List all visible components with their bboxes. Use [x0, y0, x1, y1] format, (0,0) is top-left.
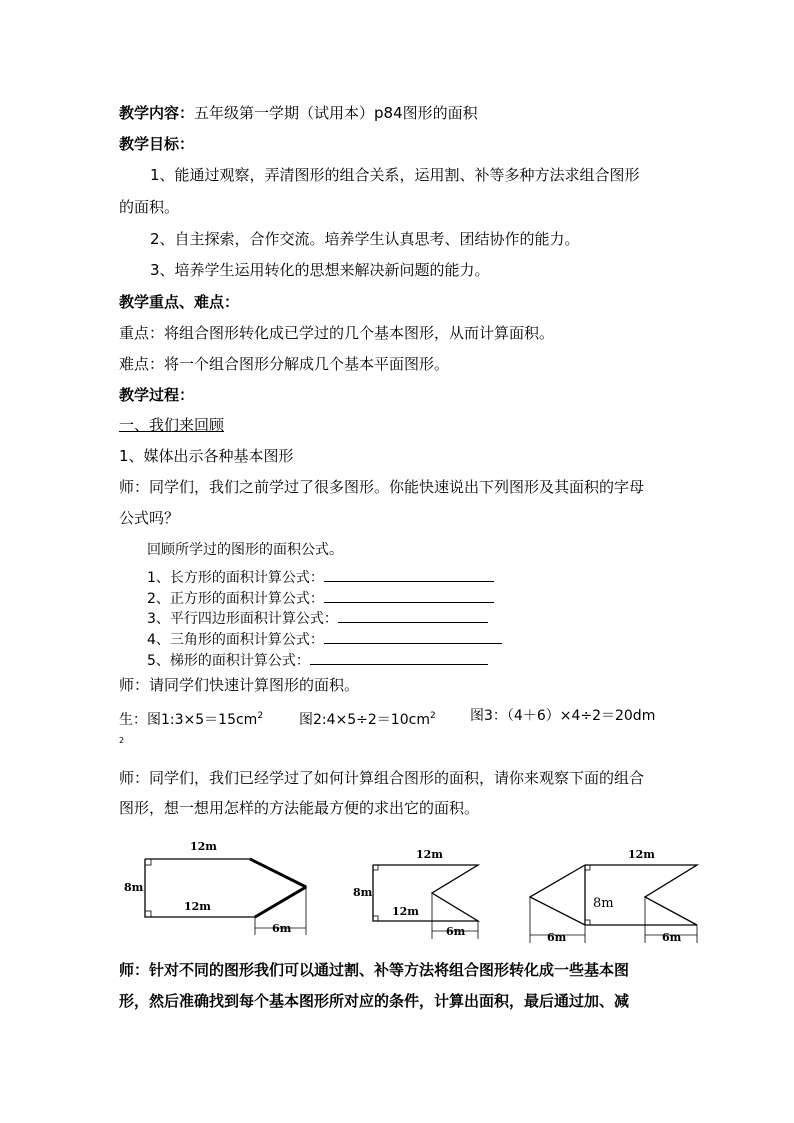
- fig2-top-label: 12m: [416, 848, 443, 861]
- formula-4-label: 4、三角形的面积计算公式：: [147, 632, 324, 648]
- fig1-left-label: 8m: [124, 881, 144, 894]
- figure-3: [530, 848, 697, 944]
- fig3-left-tip-label: 6m: [547, 931, 567, 944]
- figure-2-outline: [373, 865, 478, 921]
- step-1: 1、媒体出示各种基本图形: [119, 447, 294, 465]
- content-line: [119, 103, 478, 123]
- teacher-question-1a: 师：同学们，我们之前学过了很多图形。你能快速说出下列图形及其面积的字母: [119, 478, 645, 496]
- teacher-summary-a: 师：针对不同的图形我们可以通过割、补等方法将组合图形转化成一些基本图: [119, 961, 630, 979]
- formula-4-blank[interactable]: [324, 629, 502, 644]
- formula-2: [147, 588, 494, 608]
- content-text: 五年级第一学期（试用本）p84图形的面积: [194, 104, 478, 122]
- goal-3: 3、培养学生运用转化的思想来解决新问题的能力。: [150, 261, 490, 279]
- student-answer-1: 生：图1:3×5＝15cm: [119, 712, 258, 728]
- review-title: 回顾所学过的图形的面积公式。: [147, 542, 343, 558]
- fig1-bottom-label: 12m: [184, 900, 211, 913]
- formula-1-label: 1、长方形的面积计算公式：: [147, 570, 324, 586]
- figure-3-outline: [530, 865, 697, 925]
- fig3-top-label: 12m: [628, 848, 655, 861]
- formula-2-blank[interactable]: [324, 588, 494, 603]
- formula-4: [147, 629, 502, 649]
- figure-2: [353, 848, 478, 939]
- formula-5-label: 5、梯形的面积计算公式：: [147, 653, 310, 669]
- fig2-tip-label: 6m: [446, 925, 466, 938]
- fig2-bottom-label: 12m: [392, 905, 419, 918]
- teacher-question-3b: 图形，想一想用怎样的方法能最方便的求出它的面积。: [119, 799, 480, 817]
- formula-3: [147, 608, 488, 628]
- goal-2: 2、自主探索，合作交流。培养学生认真思考、团结协作的能力。: [150, 230, 580, 248]
- teacher-question-2: 师：请同学们快速计算图形的面积。: [119, 676, 360, 694]
- student-answer-2-wrap: [299, 707, 436, 729]
- formula-5-blank[interactable]: [310, 650, 488, 665]
- goal-1-cont: 的面积。: [119, 198, 180, 216]
- fig3-right-tip-label: 6m: [662, 931, 682, 944]
- composite-figures: [0, 835, 794, 955]
- right-angle-mark: [585, 920, 590, 925]
- teacher-question-3a: 师：同学们，我们已经学过了如何计算组合图形的面积，请你来观察下面的组合: [119, 769, 645, 787]
- content-label: 教学内容：: [119, 104, 195, 122]
- goal-1: 1、能通过观察，弄清图形的组合关系，运用割、补等多种方法求组合图形: [150, 166, 640, 184]
- figure-1: [124, 840, 306, 935]
- teacher-summary-b: 形，然后准确找到每个基本图形所对应的条件，计算出面积，最后通过加、减: [119, 992, 630, 1010]
- fig2-left-label: 8m: [353, 886, 373, 899]
- student-answer-line: [119, 707, 263, 729]
- student-answer-3: 图3：（4＋6）×4÷2＝20dm: [470, 708, 656, 724]
- right-angle-mark: [373, 916, 378, 921]
- student-answer-2: 图2:4×5÷2＝10cm: [299, 712, 430, 728]
- teacher-question-1b: 公式吗？: [119, 509, 180, 527]
- keypoints-heading: 教学重点、难点：: [119, 293, 240, 311]
- answer-1-sup: 2: [257, 711, 264, 721]
- figure-1-edge: [250, 859, 306, 887]
- figure-1-edge: [255, 887, 306, 917]
- goals-heading: 教学目标：: [119, 135, 195, 153]
- right-angle-mark: [145, 911, 151, 917]
- section-1-heading: 一、我们来回顾: [119, 416, 225, 434]
- process-heading: 教学过程：: [119, 386, 195, 404]
- answer-2-sup: 2: [429, 711, 436, 721]
- right-angle-mark: [145, 859, 151, 865]
- right-angle-mark: [585, 865, 590, 870]
- formula-5: [147, 650, 488, 670]
- formula-1-blank[interactable]: [324, 567, 494, 582]
- formula-3-label: 3、平行四边形面积计算公式：: [147, 611, 338, 627]
- right-angle-mark: [373, 865, 378, 870]
- answer-3-sup: 2: [119, 736, 125, 745]
- formula-2-label: 2、正方形的面积计算公式：: [147, 591, 324, 607]
- formula-1: [147, 567, 494, 587]
- fig1-tip-label: 6m: [272, 922, 292, 935]
- fig1-top-label: 12m: [190, 840, 217, 853]
- fig3-mid-label: 8m: [593, 896, 614, 911]
- difficulty-text: 难点：将一个组合图形分解成几个基本平面图形。: [119, 355, 450, 373]
- focus-text: 重点：将组合图形转化成已学过的几个基本图形，从而计算面积。: [119, 324, 555, 342]
- formula-3-blank[interactable]: [338, 608, 488, 623]
- figure-1-outline: [145, 859, 306, 917]
